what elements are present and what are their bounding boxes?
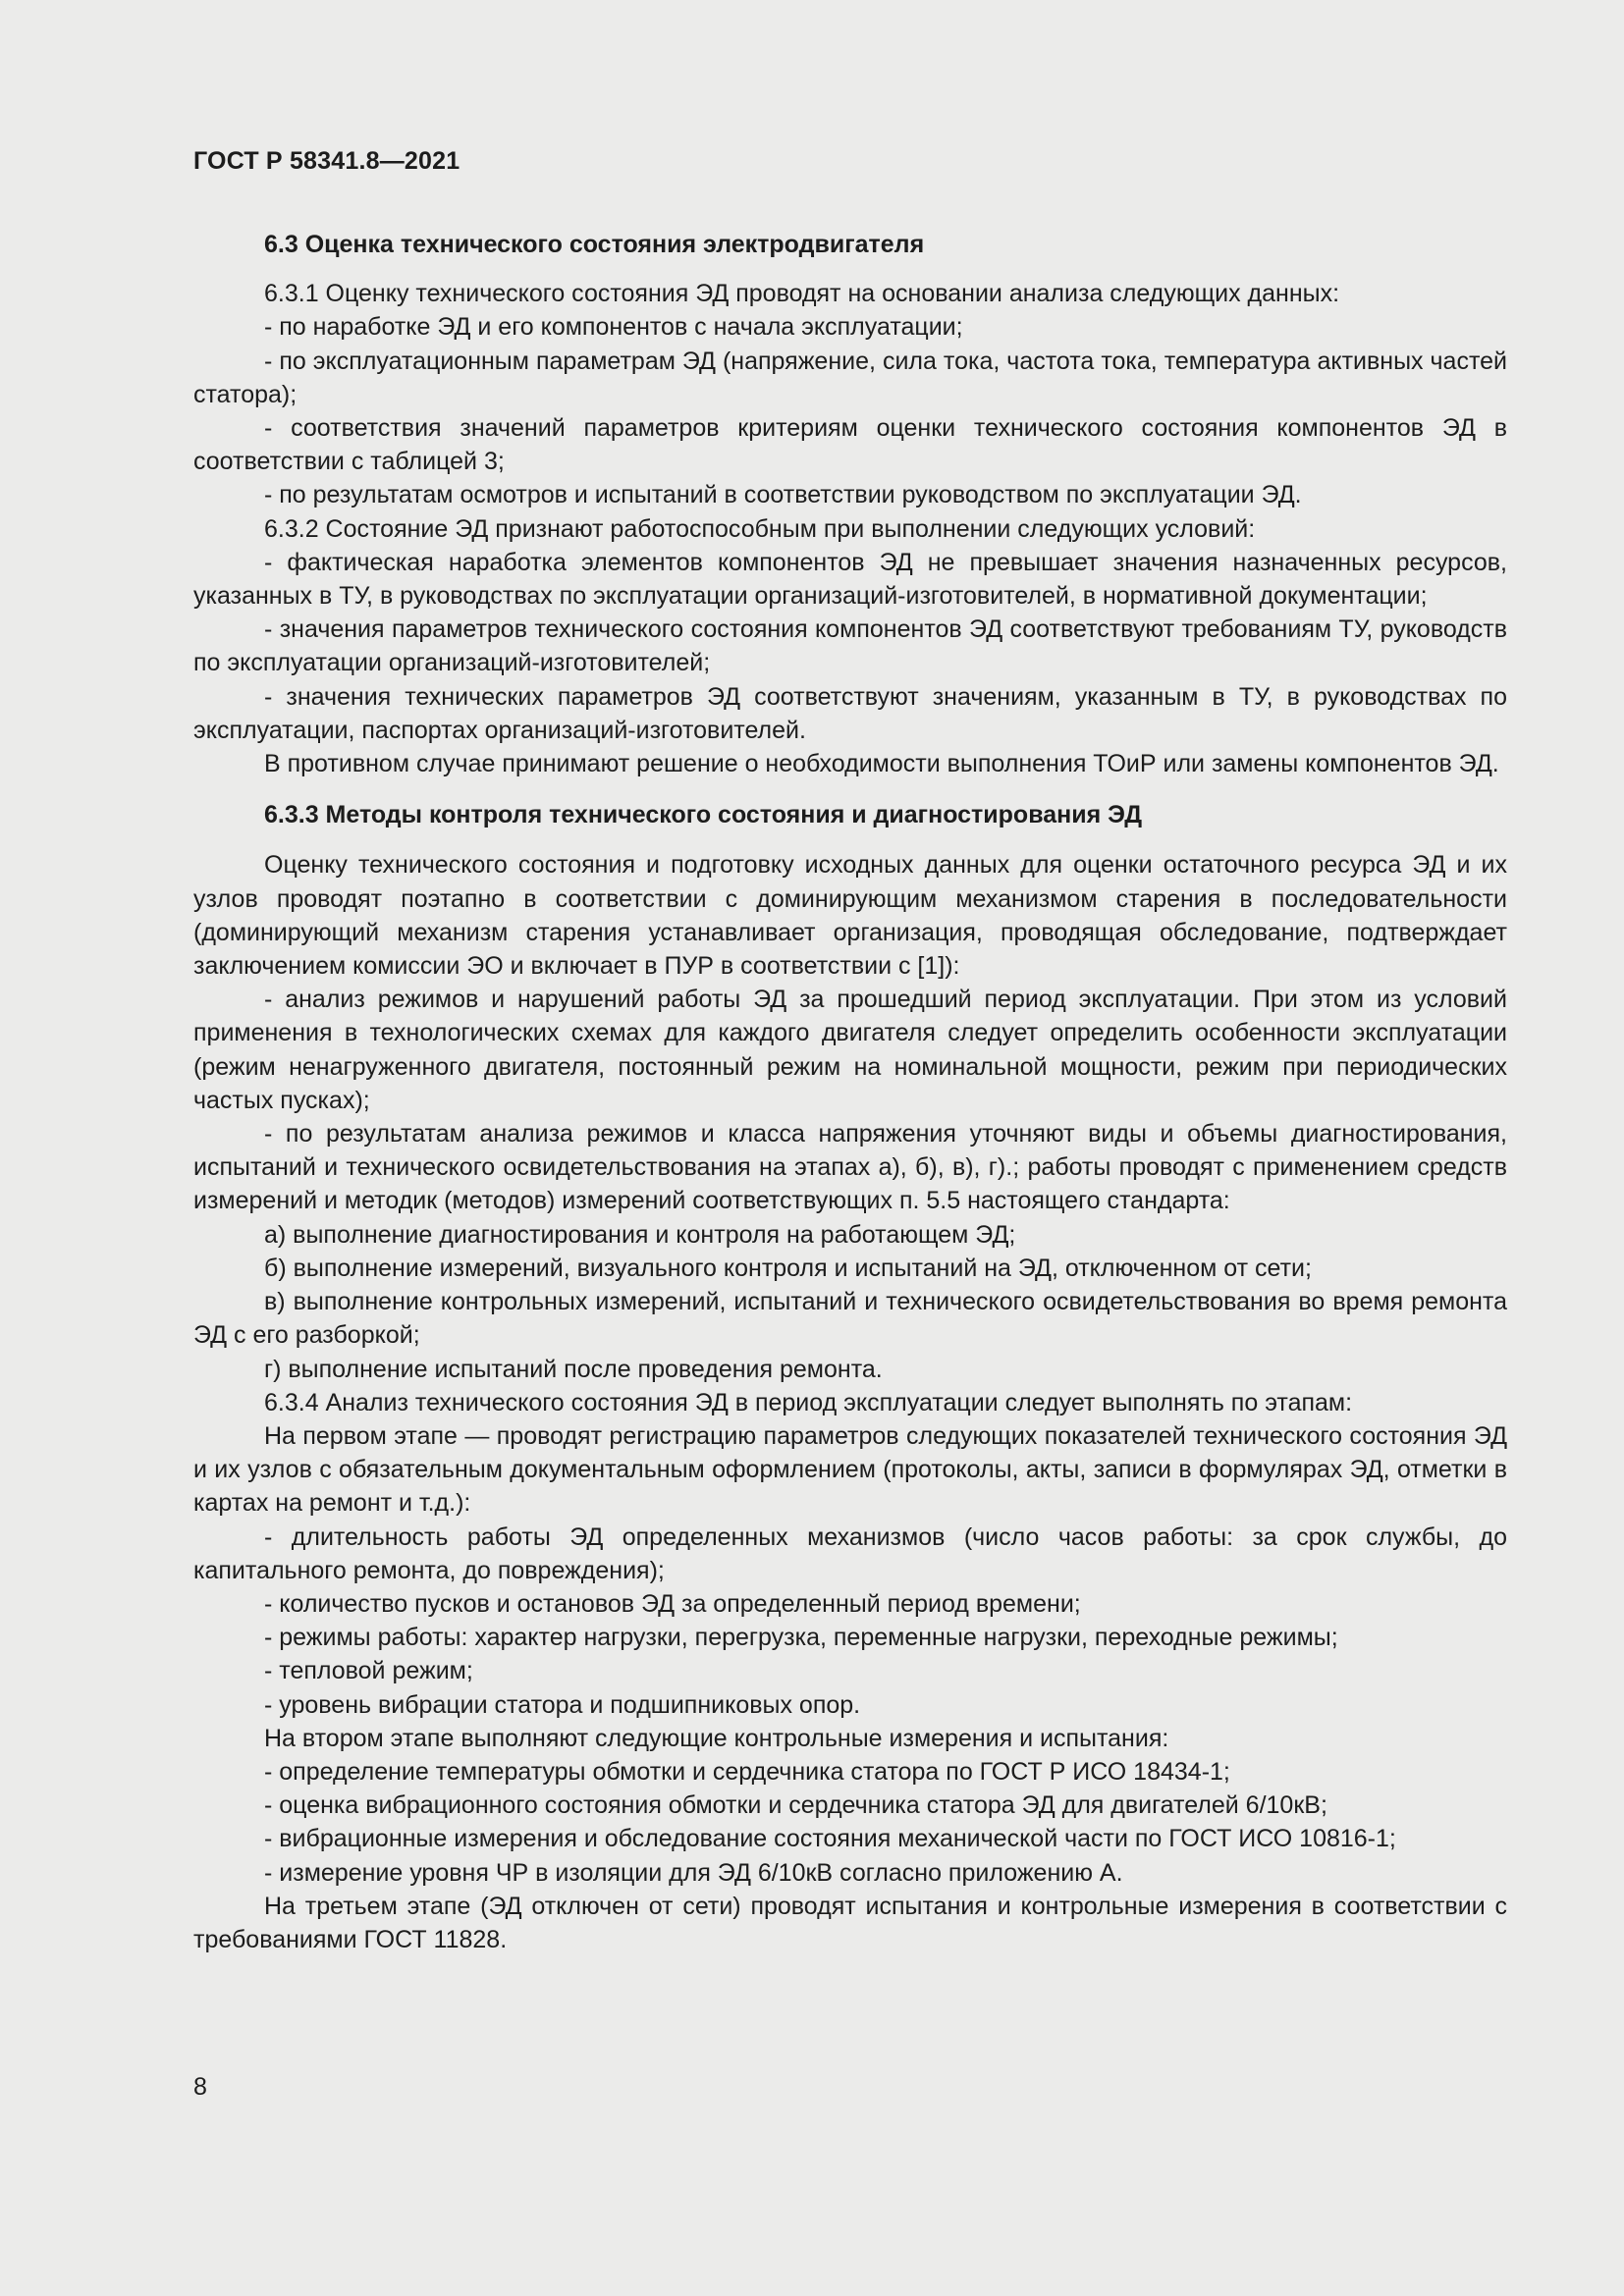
section-heading-6-3-3: 6.3.3 Методы контроля технического состояния и диагностирования ЭД [264,801,1143,829]
list-item: а) выполнение диагностирования и контроля на работающем ЭД; [264,1220,1016,1249]
list-item: - уровень вибрации статора и подшипниковых опор. [264,1690,861,1719]
list-item: - тепловой режим; [264,1657,473,1685]
list-item: - анализ режимов и нарушений работы ЭД за прошедший период эксплуатации. При этом из условий применения в технологических схемах для каждого двигателя следует определить особенности эксплуатации (режим ненагруженного двигателя, постоянный режим на номинальной мощности, режим при периодических частых пусках); [193,986,1507,1114]
list-item: - соответствия значений параметров критериям оценки технического состояния компонентов ЭД в соответствии с таблицей 3; [193,414,1507,476]
paragraph: 6.3.1 Оценку технического состояния ЭД проводят на основании анализа следующих данных: [264,280,1340,308]
standard-code-header: ГОСТ Р 58341.8—2021 [193,147,460,175]
paragraph: 6.3.4 Анализ технического состояния ЭД в период эксплуатации следует выполнять по этапам: [264,1388,1353,1416]
paragraph: Оценку технического состояния и подготовку исходных данных для оценки остаточного ресурса ЭД и их узлов проводят поэтапно в соответствии с доминирующим механизмом старения в последовательности (доминирующий механизм старения устанавливает организация, проводящая обследование, подтверждает заключением комиссии ЭО и включает в ПУР в соответствии с [1]): [193,851,1507,981]
list-item: - значения технических параметров ЭД соответствуют значениям, указанным в ТУ, в руководствах по эксплуатации, паспортах организаций-изготовителей. [193,682,1507,744]
list-item: - длительность работы ЭД определенных механизмов (число часов работы: за срок службы, до капитального ремонта, до повреждения); [193,1522,1507,1584]
list-item: - количество пусков и остановов ЭД за определенный период времени; [264,1589,1081,1618]
list-item: - по эксплуатационным параметрам ЭД (напряжение, сила тока, частота тока, температура активных частей статора); [193,347,1507,408]
list-item: - по наработке ЭД и его компонентов с начала эксплуатации; [264,313,963,342]
paragraph: На первом этапе — проводят регистрацию параметров следующих показателей технического состояния ЭД и их узлов с обязательным документальным оформлением (протоколы, акты, записи в формулярах ЭД, отметки в картах на ремонт и т.д.): [193,1421,1507,1518]
list-item: - измерение уровня ЧР в изоляции для ЭД 6/10кВ согласно приложению А. [264,1858,1123,1887]
paragraph: На втором этапе выполняют следующие контрольные измерения и испытания: [264,1724,1169,1752]
list-item: г) выполнение испытаний после проведения ремонта. [264,1355,883,1383]
list-item: - фактическая наработка элементов компонентов ЭД не превышает значения назначенных ресурсов, указанных в ТУ, в руководствах по эксплуатации организаций-изготовителей, в нормативной документации; [193,548,1507,611]
list-item: - определение температуры обмотки и сердечника статора по ГОСТ Р ИСО 18434-1; [264,1757,1230,1786]
document-body [193,228,1507,1956]
paragraph: На третьем этапе (ЭД отключен от сети) проводят испытания и контрольные измерения в соответствии с требованиями ГОСТ 11828. [193,1892,1507,1953]
page-number: 8 [193,2073,207,2101]
list-item: в) выполнение контрольных измерений, испытаний и технического освидетельствования во время ремонта ЭД с его разборкой; [193,1288,1507,1350]
section-heading-6-3: 6.3 Оценка технического состояния электродвигателя [264,231,925,258]
list-item: - значения параметров технического состояния компонентов ЭД соответствуют требованиям ТУ, руководств по эксплуатации организаций-изготовителей; [193,615,1507,677]
paragraph: В противном случае принимают решение о необходимости выполнения ТОиР или замены компонентов ЭД. [264,750,1499,778]
list-item: - режимы работы: характер нагрузки, перегрузка, переменные нагрузки, переходные режимы; [264,1624,1338,1652]
list-item: - вибрационные измерения и обследование состояния механической части по ГОСТ ИСО 10816-1; [264,1825,1396,1853]
list-item: - по результатам осмотров и испытаний в соответствии руководством по эксплуатации ЭД. [264,481,1302,509]
list-item: - по результатам анализа режимов и класса напряжения уточняют виды и объемы диагностирования, испытаний и технического освидетельствования на этапах а), б), в), г).; работы проводят с применением средств измерений и методик (методов) измерений соответствующих п. 5.5 настоящего стандарта: [193,1120,1507,1215]
list-item: - оценка вибрационного состояния обмотки и сердечника статора ЭД для двигателей 6/10кВ; [264,1791,1327,1820]
list-item: б) выполнение измерений, визуального контроля и испытаний на ЭД, отключенном от сети; [264,1254,1312,1282]
paragraph: 6.3.2 Состояние ЭД признают работоспособным при выполнении следующих условий: [264,514,1256,543]
